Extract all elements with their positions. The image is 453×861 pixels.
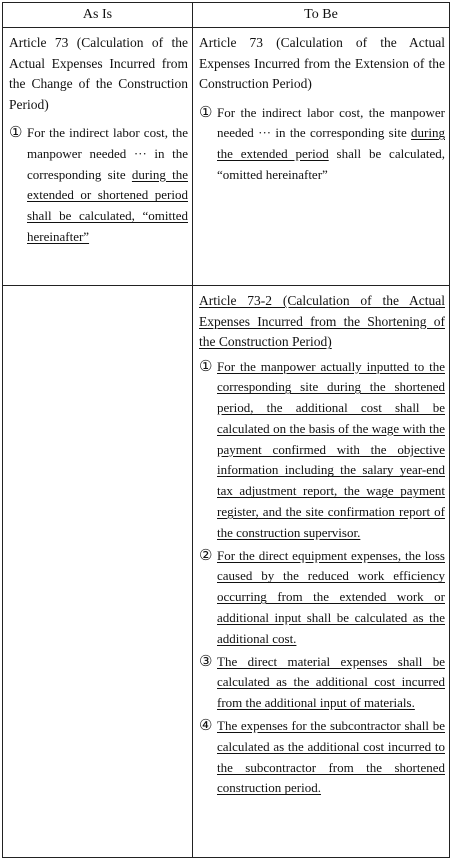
item-number: ① xyxy=(9,125,23,141)
item-text: For the indirect labor cost, the manpower needed ··· in the corresponding site xyxy=(27,125,188,182)
item-number: ④ xyxy=(199,718,213,735)
item-text: For the manpower actually inputted to the corresponding site during the shortened period, the additional cost shall be calculated on the basis of the wage with the payment confirmed with the objective information including the salary year-end tax adjustment report, the wage payment register, and the site confirmation report of the construction supervisor. xyxy=(217,358,445,540)
header-as-is: As Is xyxy=(3,3,193,28)
as-is-article-73-title: Article 73 (Calculation of the Actual Expenses Incurred from the Change of the Construction Period) xyxy=(9,35,188,112)
to-be-article-73-2-title: Article 73-2 (Calculation of the Actual Expenses Incurred from the Shortening of the Construction Period) xyxy=(199,293,445,349)
article-73-2-row xyxy=(3,286,450,858)
comparison-table xyxy=(2,2,450,858)
as-is-cell-empty xyxy=(3,286,193,858)
to-be-cell-article-73 xyxy=(193,28,450,286)
article-73-2-item-2 xyxy=(199,546,445,650)
item-number: ③ xyxy=(199,653,213,670)
header-row xyxy=(3,3,450,28)
as-is-cell-article-73 xyxy=(3,28,193,286)
item-text: For the indirect labor cost, the manpower needed ··· in the corresponding site xyxy=(217,104,445,141)
item-text-tail: shall be calculated, “omitted hereinafter” xyxy=(217,146,445,182)
to-be-cell-article-73-2 xyxy=(193,286,450,858)
item-text-amended: during the extended period xyxy=(217,125,445,162)
article-73-row xyxy=(3,28,450,286)
to-be-article-73-item-1 xyxy=(199,103,445,186)
item-text-amended: during the extended or shortened period shall be calculated, “omitted hereinafter” xyxy=(27,166,188,244)
item-number: ① xyxy=(199,104,213,121)
to-be-article-73-title: Article 73 (Calculation of the Actual Expenses Incurred from the Extension of the Construction Period) xyxy=(199,35,445,91)
article-73-2-item-4 xyxy=(199,716,445,799)
item-text: The direct material expenses shall be calculated as the additional cost incurred from the additional input of materials. xyxy=(217,653,445,711)
article-73-2-item-3 xyxy=(199,652,445,714)
item-text: The expenses for the subcontractor shall be calculated as the additional cost incurred to the subcontractor from the shortened construction period. xyxy=(217,718,445,796)
header-to-be: To Be xyxy=(193,3,450,28)
item-text: For the direct equipment expenses, the loss caused by the reduced work efficiency occurring from the extended work or additional input shall be calculated as the additional cost. xyxy=(217,547,445,646)
article-73-2-item-1 xyxy=(199,357,445,544)
as-is-article-73-item-1 xyxy=(9,123,188,248)
item-number: ② xyxy=(199,547,213,564)
item-number: ① xyxy=(199,358,213,375)
